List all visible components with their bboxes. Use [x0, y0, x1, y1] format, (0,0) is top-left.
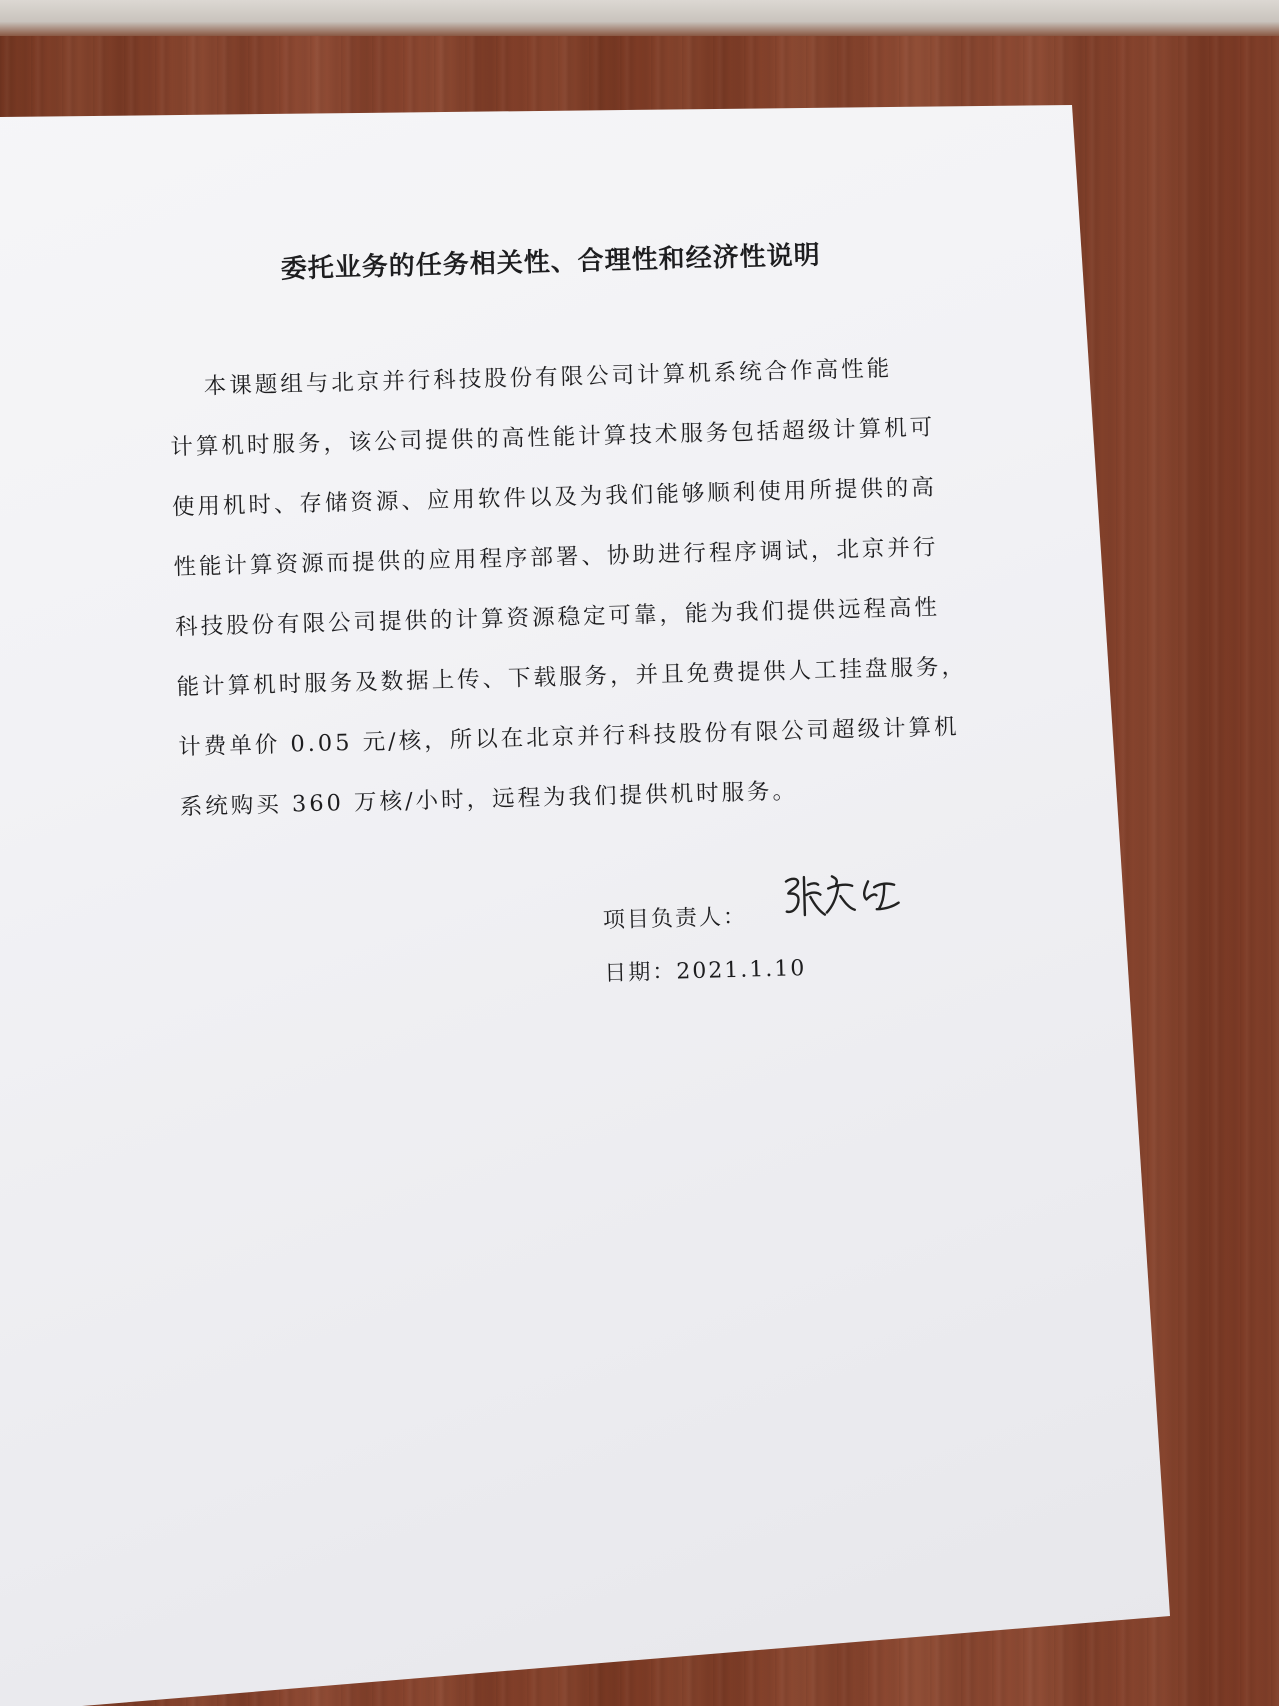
date-line: 日期：2021.1.10 — [604, 956, 807, 987]
handwritten-signature — [782, 869, 903, 924]
wall-top-background — [0, 0, 1279, 36]
paragraph-line: 性能计算资源而提供的应用程序部署、协助进行程序调试，北京并行 — [173, 534, 939, 581]
paragraph-line: 本课题组与北京并行科技股份有限公司计算机系统合作高性能 — [203, 355, 893, 400]
paragraph-line: 计费单价 0.05 元/核，所以在北京并行科技股份有限公司超级计算机 — [177, 713, 960, 761]
paragraph-line: 使用机时、存储资源、应用软件以及为我们能够顺利使用所提供的高 — [171, 474, 938, 521]
project-lead-label: 项目负责人： — [602, 904, 748, 934]
paragraph-line: 科技股份有限公司提供的计算资源稳定可靠，能为我们提供远程高性 — [174, 594, 941, 641]
paragraph-line: 能计算机时服务及数据上传、下载服务，并且免费提供人工挂盘服务， — [176, 653, 968, 701]
paragraph-line: 计算机时服务，该公司提供的高性能计算技术服务包括超级计算机可 — [170, 414, 936, 461]
document-title: 委托业务的任务相关性、合理性和经济性说明 — [280, 240, 822, 285]
paragraph-line: 系统购买 360 万核/小时，远程为我们提供机时服务。 — [179, 778, 799, 821]
